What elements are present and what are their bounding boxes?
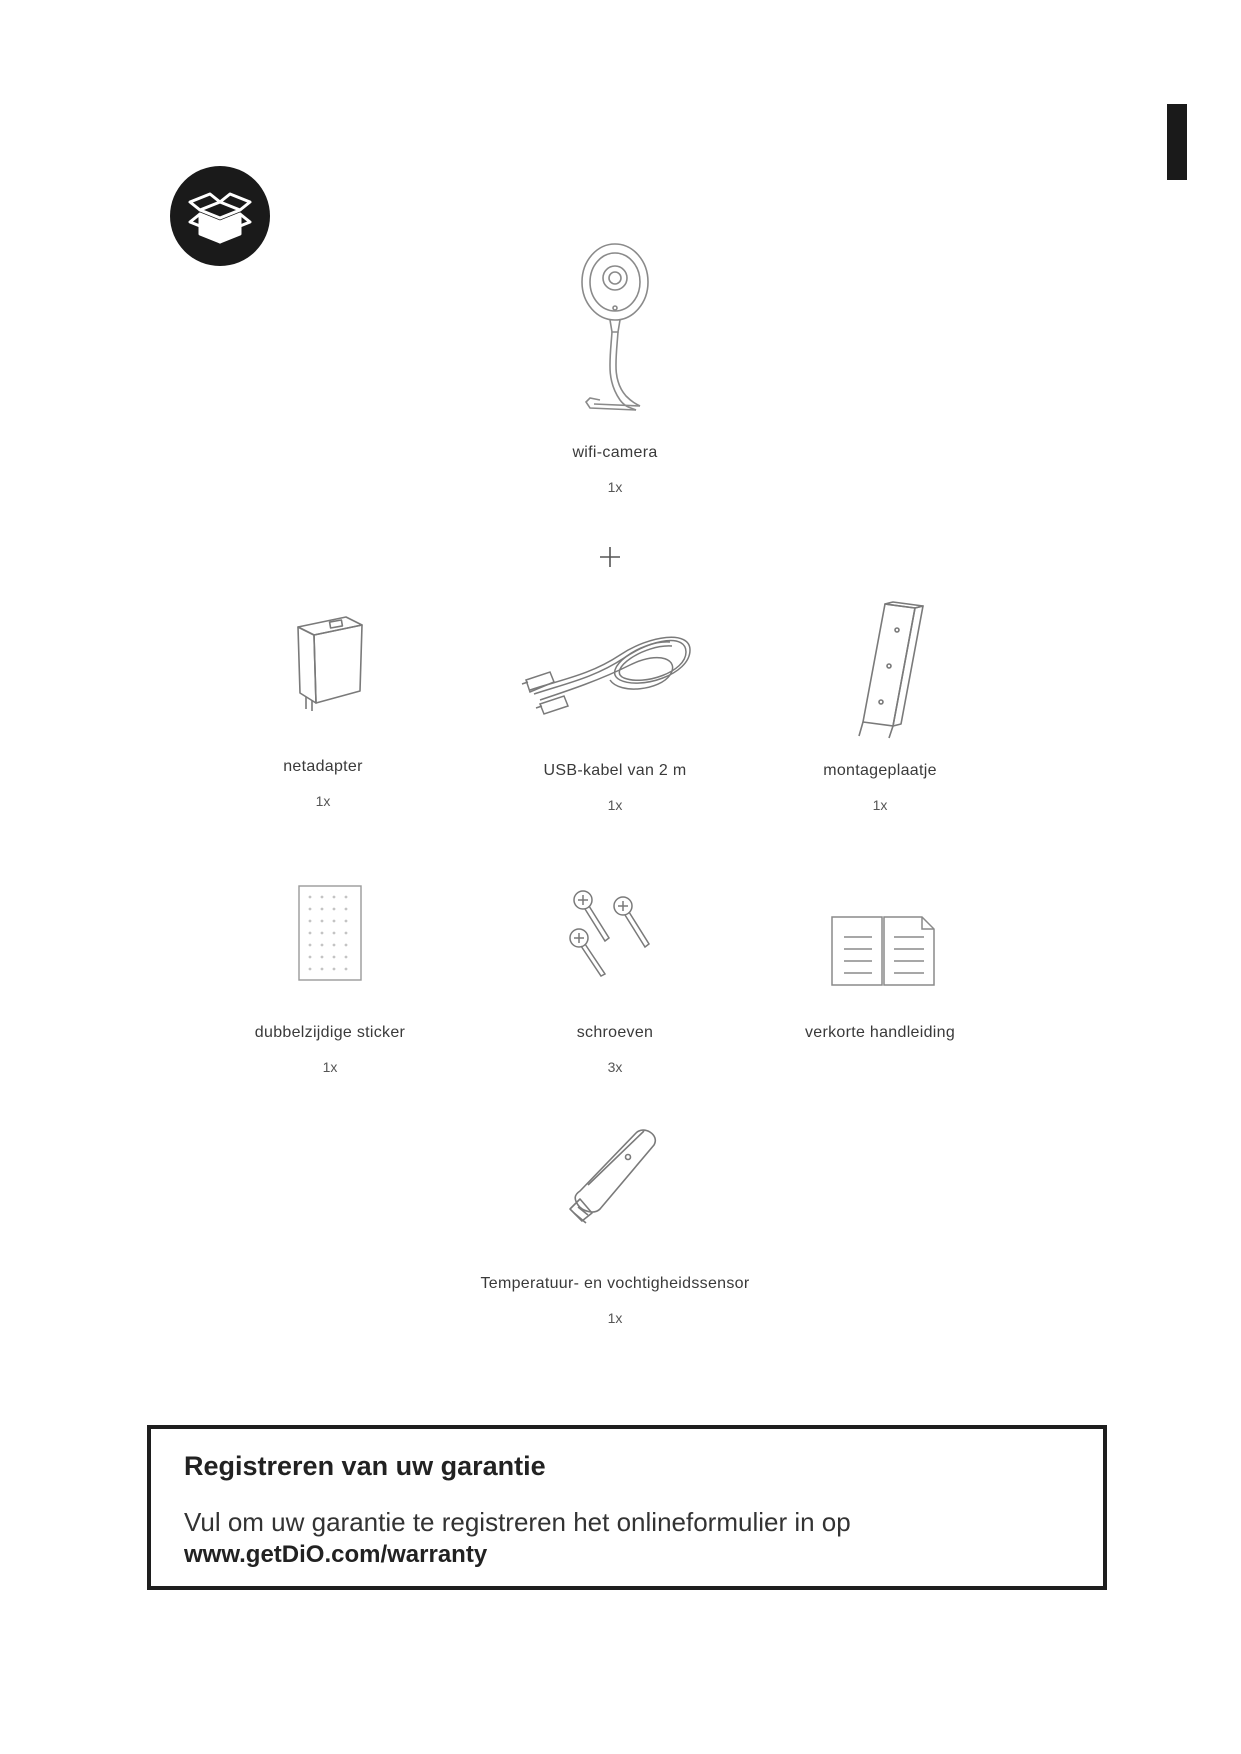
item-label: wifi-camera (572, 444, 658, 461)
warranty-url-link[interactable]: www.getDiO.com/warranty (184, 1541, 488, 1568)
item-qty: 1x (315, 793, 331, 809)
page-tab-marker (1167, 104, 1187, 180)
item-label: netadapter (283, 758, 363, 775)
item-wifi-camera (515, 444, 715, 495)
item-qty: 1x (607, 479, 623, 495)
item-handleiding (780, 1024, 980, 1042)
item-label: montageplaatje (823, 762, 937, 779)
item-qty: 1x (607, 797, 623, 813)
temperature-sensor-illustration (560, 1125, 670, 1235)
item-qty: 1x (607, 1310, 623, 1326)
item-usb-cable (515, 762, 715, 813)
item-qty: 3x (607, 1059, 623, 1075)
warranty-title: Registreren van uw garantie (184, 1451, 546, 1481)
item-label: verkorte handleiding (804, 1024, 956, 1041)
item-netadapter (223, 758, 423, 809)
box-contents-icon (170, 166, 270, 266)
warranty-box (147, 1425, 1107, 1590)
power-adapter-illustration (290, 605, 370, 715)
plus-separator (598, 545, 622, 569)
item-qty: 1x (872, 797, 888, 813)
usb-cable-illustration (520, 620, 700, 715)
item-montageplaatje (780, 762, 980, 813)
item-sticker (230, 1024, 430, 1075)
mounting-plate-illustration (845, 600, 935, 740)
wifi-camera-illustration (570, 240, 660, 420)
item-label: dubbelzijdige sticker (254, 1024, 406, 1041)
quick-guide-booklet-illustration (830, 915, 936, 987)
item-schroeven (515, 1024, 715, 1075)
item-label: schroeven (576, 1024, 654, 1041)
screws-illustration (565, 888, 665, 978)
item-label: USB-kabel van 2 m (543, 762, 687, 779)
item-qty: 1x (322, 1059, 338, 1075)
item-sensor (440, 1275, 790, 1326)
item-label: Temperatuur- en vochtigheidssensor (480, 1275, 750, 1292)
warranty-text: Vul om uw garantie te registreren het onlineformulier in op (184, 1507, 851, 1537)
sticker-sheet-illustration (298, 885, 362, 981)
